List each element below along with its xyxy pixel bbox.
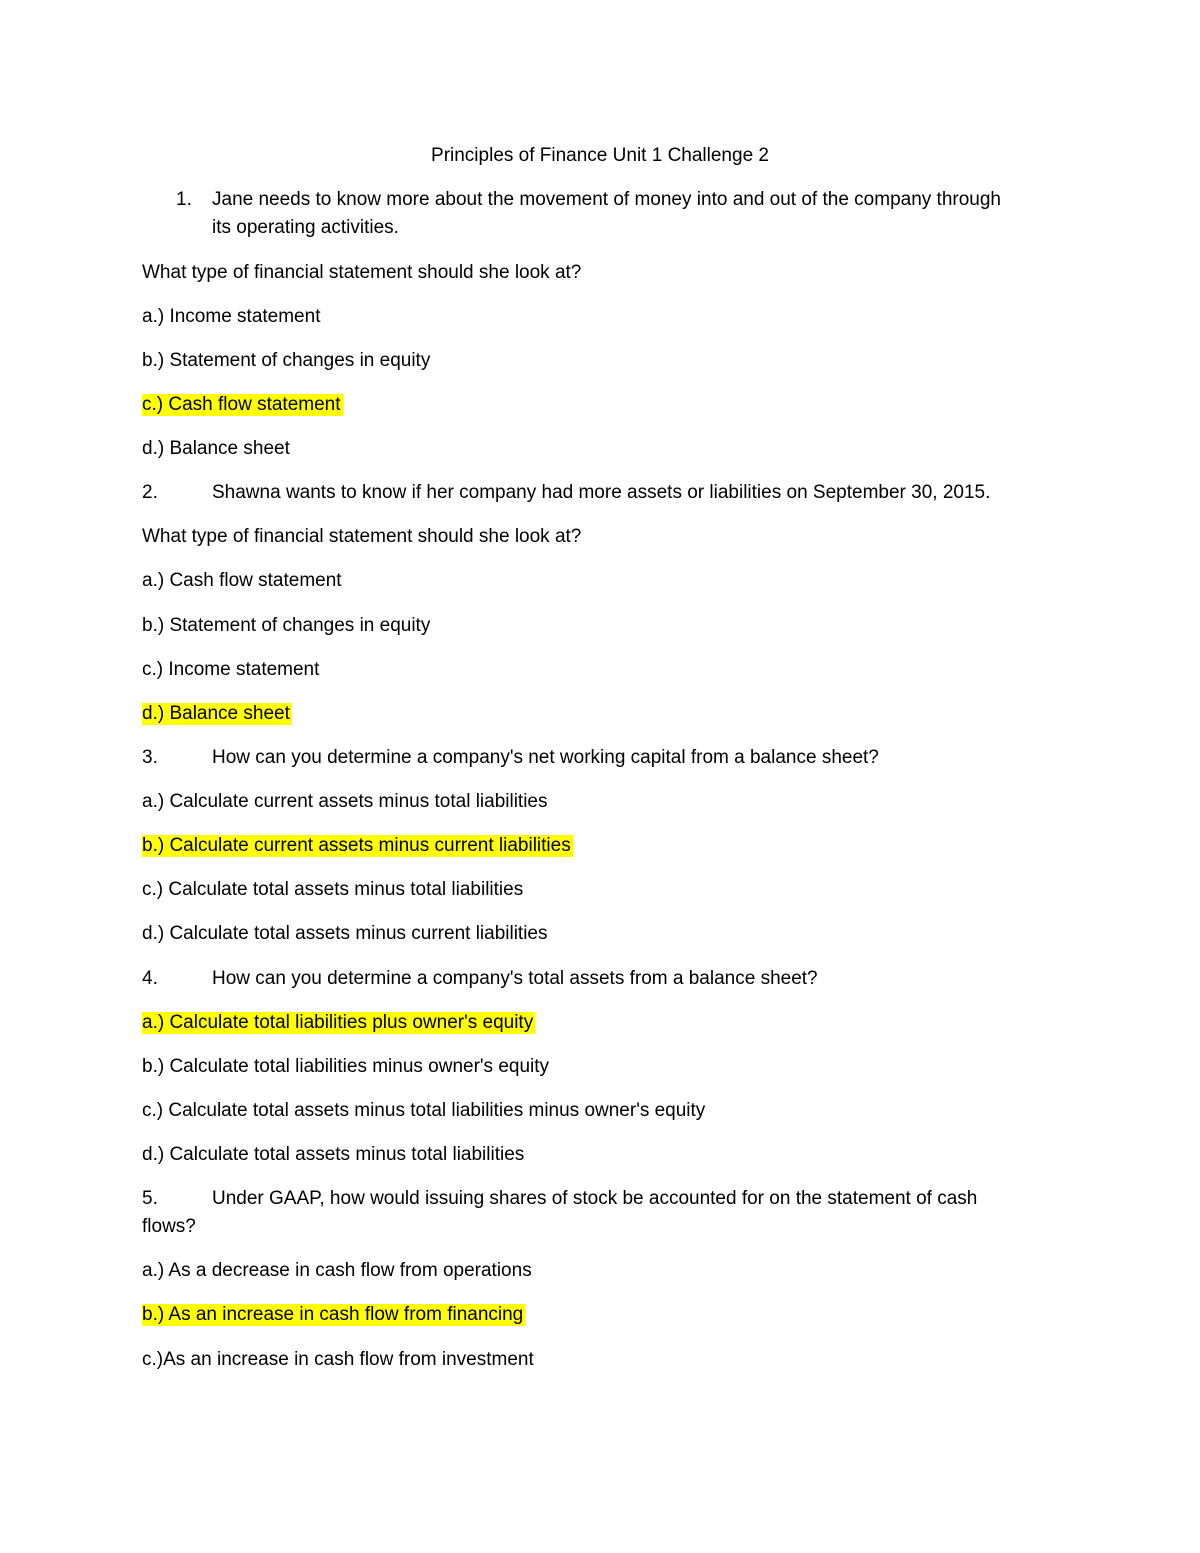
question-3-option-c: c.) Calculate total assets minus total liabilities	[142, 879, 524, 900]
question-2-option-d-answer	[142, 702, 292, 726]
question-1-option-c-answer	[142, 393, 343, 417]
question-1-text-line-1: Jane needs to know more about the movement of money into and out of the company through	[212, 189, 1001, 210]
question-1-prompt: What type of financial statement should she look at?	[142, 262, 582, 283]
answer-highlight: a.) Calculate total liabilities plus owner's equity	[142, 1012, 534, 1033]
question-5-option-c: c.)As an increase in cash flow from investment	[142, 1349, 534, 1370]
question-2-text: Shawna wants to know if her company had more assets or liabilities on September 30, 2015.	[212, 482, 991, 503]
question-1-text-line-2: its operating activities.	[212, 217, 399, 238]
question-2-option-a: a.) Cash flow statement	[142, 570, 342, 591]
answer-highlight: c.) Cash flow statement	[142, 394, 341, 415]
question-1-option-d: d.) Balance sheet	[142, 438, 290, 459]
question-3-option-b-answer	[142, 834, 573, 858]
question-2-option-b: b.) Statement of changes in equity	[142, 615, 431, 636]
question-5-option-b-answer	[142, 1303, 525, 1327]
question-5-text-line-2: flows?	[142, 1216, 196, 1237]
question-3-text: How can you determine a company's net working capital from a balance sheet?	[212, 747, 879, 768]
question-4-text: How can you determine a company's total assets from a balance sheet?	[212, 968, 818, 989]
question-2-number: 2.	[142, 482, 158, 503]
question-5-text-line-1: Under GAAP, how would issuing shares of stock be accounted for on the statement of cash	[212, 1188, 978, 1209]
answer-highlight: d.) Balance sheet	[142, 703, 290, 724]
question-4-option-b: b.) Calculate total liabilities minus owner's equity	[142, 1056, 550, 1077]
question-4-option-a-answer	[142, 1011, 535, 1035]
question-2-option-c: c.) Income statement	[142, 659, 320, 680]
question-5-option-a: a.) As a decrease in cash flow from operations	[142, 1260, 532, 1281]
question-2-prompt: What type of financial statement should she look at?	[142, 526, 582, 547]
answer-highlight: b.) Calculate current assets minus current liabilities	[142, 835, 571, 856]
question-3-option-a: a.) Calculate current assets minus total liabilities	[142, 791, 548, 812]
question-3-number: 3.	[142, 747, 158, 768]
question-1-number: 1.	[176, 189, 192, 210]
question-1-option-a: a.) Income statement	[142, 306, 321, 327]
question-3-option-d: d.) Calculate total assets minus current liabilities	[142, 923, 548, 944]
question-1-option-b: b.) Statement of changes in equity	[142, 350, 431, 371]
question-4-option-d: d.) Calculate total assets minus total liabilities	[142, 1144, 525, 1165]
document-title: Principles of Finance Unit 1 Challenge 2	[431, 145, 769, 166]
question-4-option-c: c.) Calculate total assets minus total liabilities minus owner's equity	[142, 1100, 706, 1121]
question-4-number: 4.	[142, 968, 158, 989]
question-5-number: 5.	[142, 1188, 158, 1209]
answer-highlight: b.) As an increase in cash flow from financing	[142, 1304, 524, 1325]
